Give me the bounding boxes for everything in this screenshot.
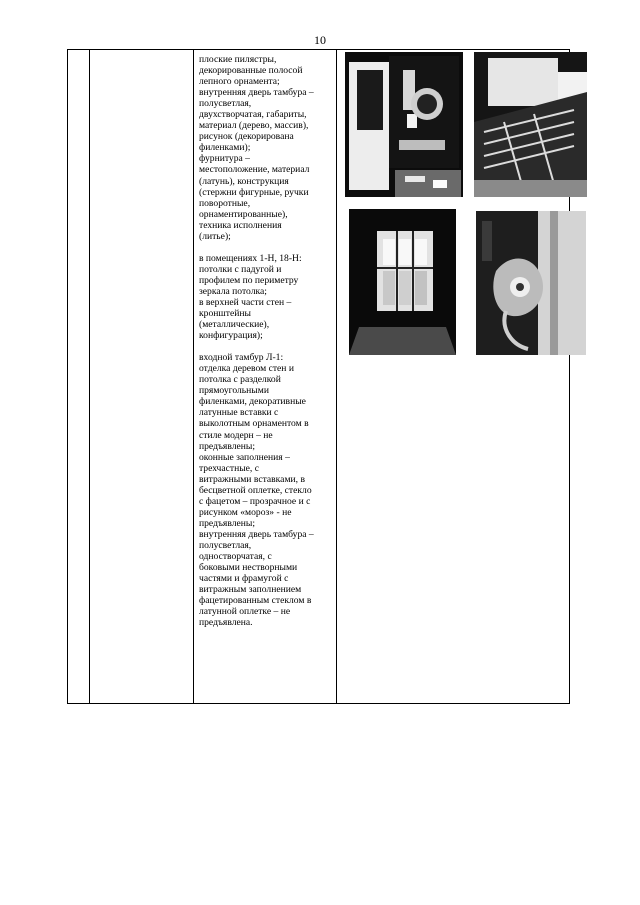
- description-line: филенками);: [199, 142, 251, 154]
- description-line: в верхней части стен –: [199, 296, 292, 308]
- description-line: трехчастные, с: [199, 462, 259, 474]
- description-line: рисунок (декорирована: [199, 131, 294, 143]
- column-divider: [193, 50, 194, 703]
- description-line: профилем по периметру: [199, 274, 299, 286]
- bracket-ornament-photo: [476, 211, 586, 355]
- description-line: рисунком «мороз» - не: [199, 506, 292, 518]
- page-number: 10: [314, 33, 326, 47]
- description-line: оконные заполнения –: [199, 451, 290, 463]
- description-line: выколотным орнаментом в: [199, 418, 309, 430]
- description-line: потолка с разделкой: [199, 374, 281, 386]
- description-line: плоские пилястры,: [199, 54, 277, 65]
- description-line: (латунь), конструкция: [199, 175, 289, 187]
- description-line: поворотные,: [199, 197, 251, 209]
- description-line: одностворчатая, с: [199, 551, 272, 563]
- description-line: предъявлены;: [199, 517, 256, 529]
- description-line: латунной оплетке – не: [199, 606, 291, 618]
- description-line: прямоугольными: [199, 385, 269, 397]
- description-line: отделка деревом стен и: [199, 363, 294, 375]
- description-line: боковыми нестворными: [199, 562, 298, 574]
- description-line: материал (дерево, массив),: [199, 120, 309, 132]
- description-line: декорированные полосой: [199, 65, 303, 77]
- description-line: предъявлена.: [199, 617, 253, 629]
- description-line: частями и фрамугой с: [199, 573, 289, 585]
- description-line: техника исполнения: [199, 219, 282, 231]
- description-line: кронштейны: [199, 308, 251, 320]
- description-line: двухстворчатая, габариты,: [199, 109, 307, 121]
- paragraph-gap: [199, 242, 335, 253]
- description-line: фацетированным стеклом в: [199, 595, 312, 607]
- ceiling-photo: [474, 52, 587, 197]
- description-column: [199, 54, 335, 628]
- description-line: зеркала потолка;: [199, 285, 267, 297]
- description-line: внутренняя дверь тамбура –: [199, 87, 314, 99]
- description-line: витражными вставками, в: [199, 473, 305, 485]
- description-line: стиле модерн – не: [199, 429, 273, 441]
- description-line: орнаментированные),: [199, 208, 288, 220]
- paragraph-gap: [199, 341, 335, 352]
- description-line: (металлические),: [199, 319, 270, 331]
- description-line: конфигурация);: [199, 330, 263, 342]
- description-line: (стержни фигурные, ручки: [199, 186, 309, 198]
- description-line: предъявлены;: [199, 440, 256, 452]
- description-line: витражным заполнением: [199, 584, 302, 596]
- description-line: латунные вставки с: [199, 407, 279, 419]
- description-line: местоположение, материал: [199, 164, 310, 176]
- description-line: полусветлая,: [199, 539, 252, 551]
- description-line: входной тамбур Л-1:: [199, 352, 284, 364]
- door-photo: [345, 52, 463, 197]
- description-line: потолки с падугой и: [199, 263, 282, 275]
- description-line: фурнитура –: [199, 153, 250, 165]
- column-divider: [89, 50, 90, 703]
- description-line: лепного орнамента;: [199, 76, 280, 88]
- window-photo: [349, 209, 456, 355]
- description-line: в помещениях 1-Н, 18-Н:: [199, 252, 302, 264]
- description-line: бесцветной оплетке, стекло: [199, 484, 312, 496]
- description-line: филенками, декоративные: [199, 396, 306, 408]
- description-line: с фацетом – прозрачное и с: [199, 495, 311, 507]
- column-divider: [336, 50, 337, 703]
- description-line: (литье);: [199, 230, 231, 242]
- description-line: внутренняя дверь тамбура –: [199, 528, 314, 540]
- description-line: полусветлая,: [199, 98, 252, 110]
